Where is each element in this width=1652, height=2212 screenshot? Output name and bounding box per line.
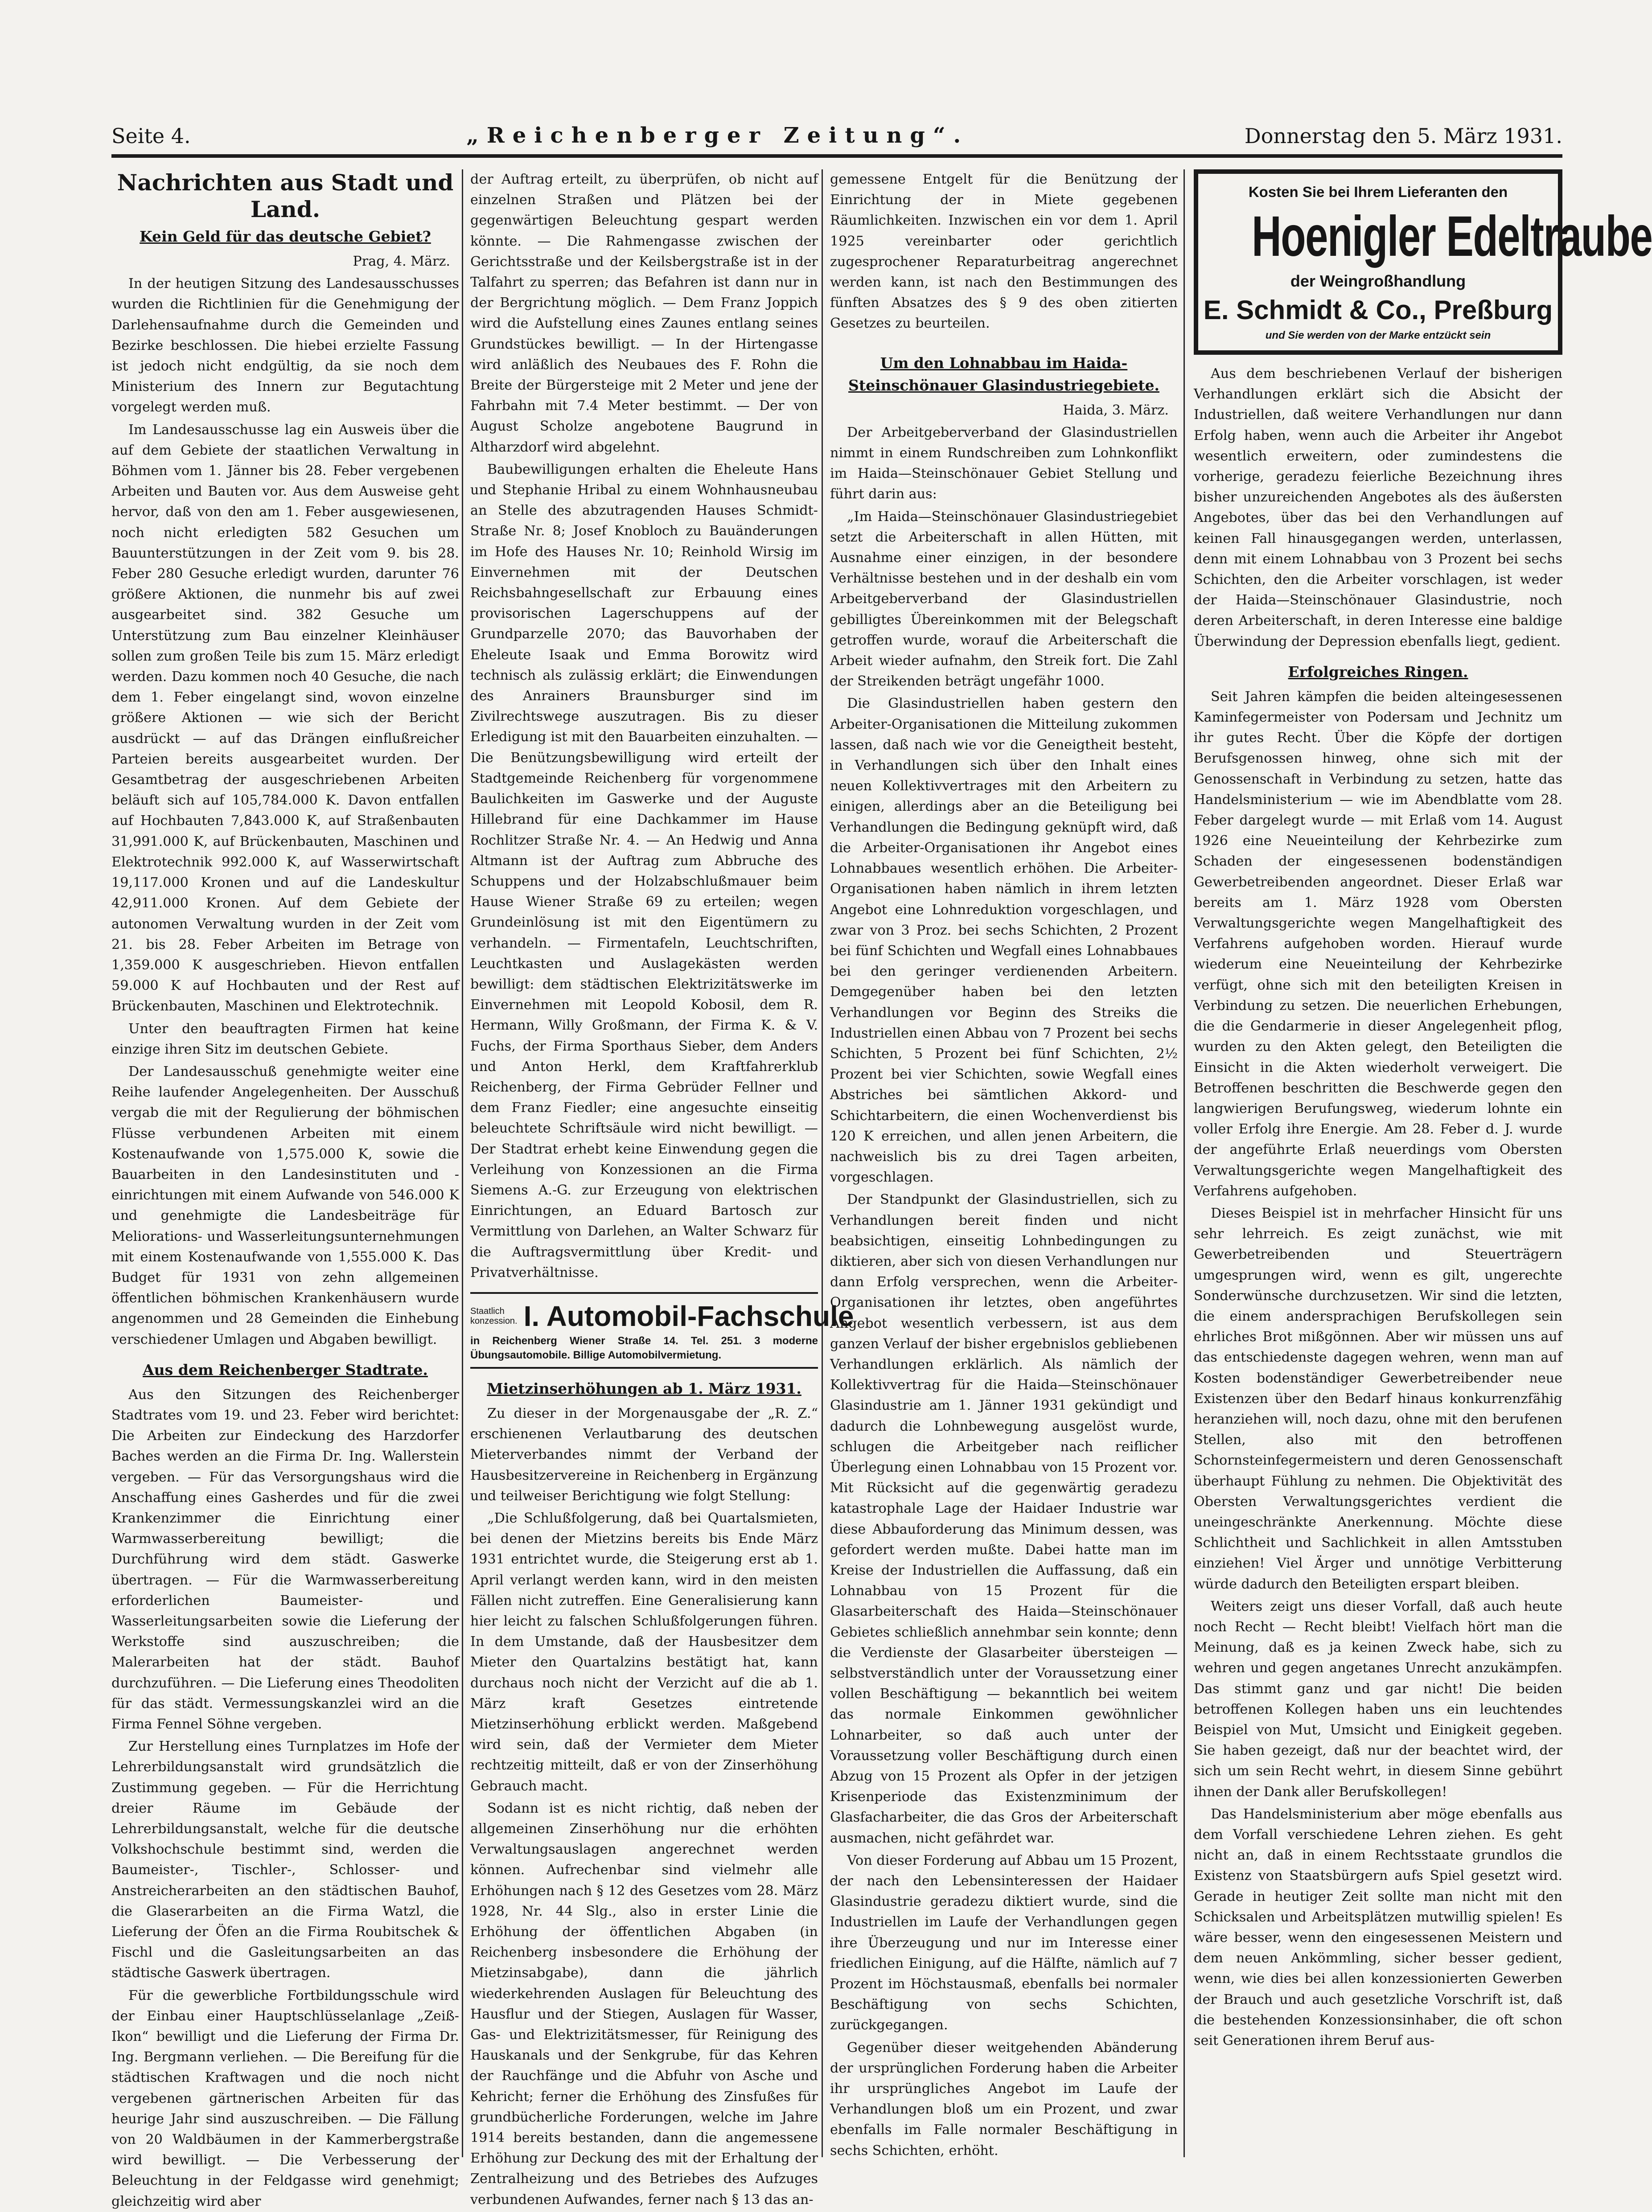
paragraph: Von dieser Forderung auf Abbau um 15 Prozent, der nach den Lebensinteressen der Haidaer Glasindustrie geradezu diktiert wurde, sind die Industriellen im Laufe der Verhandlungen gegen ihre Überzeugung und nur im Interesse einer friedlichen Einigung, auf die Hälfte, nämlich auf 7 Prozent im Höchstausmaß, ebenfalls bei normaler Beschäftigung von sechs Schichten, zurückgegangen. [830, 1852, 1178, 2033]
paragraph: Das Handelsministerium aber möge ebenfalls aus dem Vorfall verschiedene Lehren ziehen. Es geht nicht an, daß in einem Rechtsstaate grundlos die Existenz von Staatsbürgern aufs Spiel gesetzt wird. Gerade in heutiger Zeit sollte man nicht mit den Schicksalen und Arbeitsplätzen mutwillig spielen! Es wäre besser, wenn den eingesessenen Meistern und dem neuen Ankömmling, sicher besser gedient, wenn, wie dies bei allen konzessionierten Gewerben der Brauch und auch gesetzliche Vorschrift ist, daß die bestehenden Konzessionsinhaber, die oft schon seit Generationen ihrem Beruf aus- [1194, 1806, 1562, 2049]
column-divider [1184, 169, 1185, 2157]
column-1 [111, 169, 459, 2209]
paragraph: Weiters zeigt uns dieser Vorfall, daß auch heute noch Recht — Recht bleibt! Vielfach hört man die Meinung, daß es ja keinen Zweck habe, sich zu wehren und gegen angetanes Unrecht anzukämpfen. Das stimmt ganz und gar nicht! Die beiden betroffenen Kollegen haben uns ein leuchtendes Beispiel von Mut, Umsicht und Einigkeit gegeben. Sie haben gezeigt, daß nur der beachtet wird, der sich um sein Recht wehrt, in diesem Sinne gebührt ihnen der Dank aller Berufskollegen! [1194, 1598, 1562, 1800]
ad-company: E. Schmidt & Co., Preßburg [1203, 295, 1553, 325]
paragraph: Zu dieser in der Morgenausgabe der „R. Z.“ erschienenen Verlautbarung des deutschen Mieterverbandes nimmt der Verband der Hausbesitzervereine in Reichenberg in Ergänzung und teilweiser Berichtigung wie folgt Stellung: [470, 1405, 818, 1504]
paragraph: Der Landesausschuß genehmigte weiter eine Reihe laufender Angelegenheiten. Der Ausschuß vergab die mit der Regulierung der böhmischen Flüsse verbundenen Arbeiten mit einem Kostenaufwande von 1,575.000 K, sowie die Bauarbeiten in den Landesinstituten und -einrichtungen mit einem Aufwande von 546.000 K und genehmigte die Landesbeiträge für Meliorations- und Wasserleitungsunternehmungen mit einem Kostenaufwande von 1,555.000 K. Das Budget für 1931 von zehn allgemeinen öffentlichen böhmischen Krankenhäusern wurde angenommen und 28 Gemeinden die Einhebung verschiedener Umlagen und Abgaben bewilligt. [111, 1063, 459, 1347]
column-divider [822, 169, 823, 2157]
newspaper-title: „Reichenberger Zeitung“. [466, 123, 969, 148]
ad-line: Kosten Sie bei Ihrem Lieferanten den [1248, 184, 1508, 200]
paragraph: In der heutigen Sitzung des Landesausschusses wurden die Richtlinien für die Genehmigung der Darlehensaufnahme durch die Gemeinden und Bezirke beschlossen. Die hiebei erzielte Fassung ist jedoch nicht endgültig, da sie noch dem Ministerium des Innern zur Begutachtung vorgelegt werden muß. [111, 276, 459, 415]
paragraph: Seit Jahren kämpfen die beiden alteingesessenen Kaminfegermeister von Podersam und Jechnitz um ihr gutes Recht. Über die Köpfe der dortigen Berufsgenossen hinweg, ohne sich mit der Genossenschaft in Verbindung zu setzen, hatte das Handelsministerium — wie im Abendblatte vom 28. Feber dargelegt wurde — mit Erlaß vom 14. August 1926 eine Neueinteilung der Kehrbezirke zum Schaden der eingesessenen bodenständigen Gewerbetreibenden angeordnet. Dieser Erlaß war bereits am 1. März 1928 vom Obersten Verwaltungsgerichte wegen Mangelhaftigkeit des Verfahrens aufgehoben worden. Hierauf wurde wiederum eine Neueinteilung der Kehrbezirke verfügt, ohne sich mit den beteiligten Kreisen in Verbindung zu setzen. Die neuerlichen Erhebungen, die die Gendarmerie in dieser Angelegenheit pflog, wurden zu den Akten gelegt, den Beteiligten die Einsicht in die Akten wiederholt verweigert. Die Betroffenen beschritten die Beschwerde gegen den langwierigen Berufungsweg, wiederum lohnte ein voller Erfolg ihre Energie. Am 28. Feber d. J. wurde der angeführte Erlaß neuerdings vom Obersten Verwaltungsgerichte wegen Mangelhaftigkeit des Verfahrens aufgehoben. [1194, 689, 1562, 1199]
article-title: Um den Lohnabbau im Haida-Steinschönauer Glasindustriegebiete. [848, 354, 1159, 394]
driving-school-ad [470, 1292, 854, 1369]
paragraph: Der Arbeitgeberverband der Glasindustriellen nimmt in einem Rundschreiben zum Lohnkonflikt im Haida—Steinschönauer Gebiet Stellung und führt darin aus: [830, 424, 1178, 502]
paragraph: Aus dem beschriebenen Verlauf der bisherigen Verhandlungen erklärt sich die Absicht der Industriellen, daß weitere Verhandlungen nur dann Erfolg haben, wenn auch die Arbeiter ihr Angebot wesentlich erweitern, oder zumindestens die vorherige, geradezu feierliche Bezeichnung ihres bisher unzureichenden Angebotes als des äußersten Angebotes, über das bei den Verhandlungen auf keinen Fall hinausgegangen werden, unterlassen, denn mit einem Lohnabbau von 3 Prozent bei sechs Schichten, den die Arbeiter vorschlagen, ist weder der Haida—Steinschönauer Glasindustrie, noch deren Arbeiterschaft, in deren Interesse eine baldige Überwindung der Depression ebenfalls liegt, gedient. [1194, 366, 1562, 649]
paragraph: Dieses Beispiel ist in mehrfacher Hinsicht für uns sehr lehrreich. Es zeigt zunächst, wie mit Gewerbetreibenden und Steuerträgern umgesprungen wird, wenn es gilt, ungerechte Sonderwünsche durchzusetzen. Wir sind die letzten, die einem andersprachigen Berufskollegen sein ehrliches Brot mißgönnen. Aber wir müssen uns auf das entschiedenste dagegen wehren, wenn man auf Kosten bodenständiger Gewerbetreibender neue Existenzen über den Bedarf hinaus konkurrenzfähig heranziehen will, noch dazu, ohne mit den berufenen Stellen, also mit den betroffenen Schornsteinfegermeistern und deren Genossenschaft überhaupt Fühlung zu nehmen. Die Objektivität des Obersten Verwaltungsgerichtes verdient die uneingeschränkte Anerkennung. Möchte diese Schlichtheit und Sachlichkeit in allen Amtsstuben einziehen! Viel Ärger und unnötige Verbitterung würde dadurch den Beteiligten erspart bleiben. [1194, 1205, 1562, 1592]
paragraph: Baubewilligungen erhalten die Eheleute Hans und Stephanie Hribal zu einem Wohnhausneubau an Stelle des abzutragenden Hauses Schmidt-Straße Nr. 8; Josef Knobloch zu Bauänderungen im Hofe des Hauses Nr. 10; Reinhold Wirsig im Einvernehmen mit der Deutschen Reichsbahngesellschaft zur Erbauung eines provisorischen Lagerschuppens auf der Grundparzelle 2070; das Bauvorhaben der Eheleute Isaak und Emma Borowitz wird technisch als zulässig erklärt; die Einwendungen des Anrainers Braunsburger sind im Zivilrechtswege auszutragen. Bis zu dieser Erledigung ist mit den Bauarbeiten einzuhalten. — Die Benützungsbewilligung wird erteilt der Stadtgemeinde Reichenberg für vorgenommene Baulichkeiten im Gaswerke und der Auguste Hillebrand für eine Dachkammer im Hause Rochlitzer Straße Nr. 4. — An Hedwig und Anna Altmann ist der Auftrag zum Abbruche des Schuppens und der Holzabschlußmauer beim Hause Wiener Straße 69 zu erteilen; wegen Grundeinlösung ist mit den Eigentümern zu verhandeln. — Firmentafeln, Leuchtschriften, Leuchtkasten und Auslagekästen werden bewilligt: dem städtischen Elektrizitätswerke im Einvernehmen mit Leopold Kobosil, dem R. Hermann, Willy Großmann, der Firma K. & V. Fuchs, der Firma Sporthaus Sieber, dem Anders und Anton Herkl, dem Kraftfahrerklub Reichenberg, der Firma Gebrüder Fellner und dem Franz Fiedler; eine angesuchte einseitig beleuchtete Schriftsäule wird nicht bewilligt. — Der Stadtrat erhebt keine Einwendung gegen die Verleihung von Konzessionen an die Firma Siemens A.-G. zur Erzeugung von elektrischen Einrichtungen, an Eduard Bartosch zur Vermittlung von Darlehen, an Walter Schwarz für die Auftragsvermittlung über Kredit- und Privatverhältnisse. [470, 461, 818, 1280]
paragraph: „Die Schlußfolgerung, daß bei Quartalsmieten, bei denen der Mietzins bereits bis Ende März 1931 entrichtet wurde, die Steigerung erst ab 1. April verlangt werden kann, wird in den meisten Fällen nicht zutreffen. Eine Generalisierung kann hier leicht zu falschen Schlußfolgerungen führen. In dem Umstande, daß der Hausbesitzer dem Mieter den Quartalzins bestätigt hat, kann durchaus noch nicht der Verzicht auf die ab 1. März kraft Gesetzes eintretende Mietzinserhöhung erblickt werden. Maßgebend wird sein, daß der Vermieter dem Mieter rechtzeitig mitteilt, daß er von der Zinserhöhung Gebrauch macht. [470, 1510, 818, 1794]
issue-date: Donnerstag den 5. März 1931. [1244, 124, 1562, 148]
article-title: Mietzinserhöhungen ab 1. März 1931. [487, 1379, 801, 1397]
paragraph: Zur Herstellung eines Turnplatzes im Hofe der Lehrerbildungsanstalt wird grundsätzlich die Zustimmung gegeben. — Für die Herrichtung dreier Räume im Gebäude der Lehrerbildungsanstalt, welche für die deutsche Volkshochschule bestimmt sind, werden die Baumeister-, Tischler-, Schlosser- und Anstreicherarbeiten an den städtischen Bauhof, die Glaserarbeiten an die Firma Watzl, die Lieferung der Öfen an die Firma Roubitschek & Fischl und die Gasleitungsarbeiten an das städtische Gaswerk übertragen. [111, 1739, 459, 1981]
paragraph: Der Standpunkt der Glasindustriellen, sich zu Verhandlungen bereit finden und nicht beabsichtigen, einseitig Lohnbedingungen zu diktieren, aber sich von diesen Verhandlungen nur dann Erfolg versprechen, wenn die Arbeiter-Organisationen ihr letztes, oben angeführtes Angebot wesentlich verbessern, ist aus dem ganzen Verlauf der bisher ergebnislos gebliebenen Verhandlungen erklärlich. Als nämlich der Kollektivvertrag für die Haida—Steinschönauer Glasindustrie am 1. Jänner 1931 gekündigt und dadurch die Lohnbewegung ausgelöst wurde, schlugen die Arbeitgeber nach reiflicher Überlegung einen Lohnabbau von 15 Prozent vor. Mit Rücksicht auf die gegenwärtig geradezu katastrophale Lage der Haidaer Industrie war diese Abbauforderung das Minimum dessen, was gefordert werden mußte. Dabei hatte man im Kreise der Industriellen die Auffassung, daß ein Lohnabbau von 15 Prozent für die Glasarbeiterschaft des Haida—Steinschönauer Gebietes schließlich annehmbar sein konnte; denn die Verdienste der Glasarbeiter übersteigen — selbstverständlich unter der Voraussetzung einer vollen Beschäftigung — bekanntlich bei weitem das normale Einkommen gewöhnlicher Lohnarbeiter, so daß auch unter der Voraussetzung voller Beschäftigung durch einen Abzug von 15 Prozent als Opfer in der jetzigen Krisenperiode das Existenzminimum der Glasfacharbeiter, die das Gros der Arbeiterschaft ausmachen, nicht gefährdet war. [830, 1192, 1178, 1846]
ad-title: I. Automobil-Fachschule [523, 1300, 854, 1332]
column-3 [830, 169, 1178, 2157]
wine-ad [1194, 169, 1652, 355]
column-4 [1194, 169, 1652, 2157]
paragraph: Gegenüber dieser weitgehenden Abänderung der ursprünglichen Forderung haben die Arbeiter ihr ursprüngliches Angebot im Laufe der Verhandlungen bloß um ein Prozent, und zwar ebenfalls im Falle normaler Beschäftigung in sechs Schichten, erhöht. [830, 2040, 1178, 2159]
paragraph: Die Glasindustriellen haben gestern den Arbeiter-Organisationen die Mitteilung zukommen lassen, daß nach wie vor die Geneigtheit besteht, in Verhandlungen sich über den Inhalt eines neuen Kollektivvertrages mit den Arbeitern zu einigen, allerdings aber an die Beteiligung bei Verhandlungen die Bedingung geknüpft wird, daß die Arbeiter-Organisationen ihr Angebot eines Lohnabbaues wesentlich erhöhen. Die Arbeiter-Organisationen haben nämlich in ihrem letzten Angebot eine Lohnreduktion vorgeschlagen, und zwar von 3 Proz. bei sechs Schichten, 2 Prozent bei fünf Schichten und Wegfall eines Lohnabbaues bei den geringer verdienenden Arbeitern. Demgegenüber haben bei den letzten Verhandlungen vor Beginn des Streiks die Industriellen einen Abbau von 7 Prozent bei sechs Schichten, 5 Prozent bei fünf Schichten, 2½ Prozent bei vier Schichten, sowie Wegfall eines Abstriches bei sämtlichen Akkord- und Schichtarbeitern, die einen Wochenverdienst bis 120 K erreichen, und allen jenen Arbeitern, die nachweislich bis zu drei Tagen arbeiten, vorgeschlagen. [830, 696, 1178, 1186]
paragraph: Unter den beauftragten Firmen hat keine einzige ihren Sitz im deutschen Gebiete. [111, 1021, 459, 1057]
paragraph: Für die gewerbliche Fortbildungsschule wird der Einbau einer Hauptschlüsselanlage „Zeiß-Ikon“ bewilligt und die Lieferung der Firma Dr. Ing. Bergmann verliehen. — Die Bereifung für die städtischen Kraftwagen und die noch nicht vergebenen gärtnerischen Arbeiten für das heurige Jahr sind auszuschreiben. — Die Fällung von 20 Waldbäumen in der Kammerbergstraße wird bewilligt. — Die Verbesserung der Beleuchtung in der Feldgasse wird genehmigt; gleichzeitig wird aber [111, 1987, 459, 2209]
ad-line: der Weingroßhandlung [1290, 272, 1466, 290]
article-title: Aus dem Reichenberger Stadtrate. [143, 1361, 428, 1379]
page-number: Seite 4. [111, 124, 191, 148]
section-title: Nachrichten aus Stadt und Land. [117, 169, 454, 222]
masthead [111, 117, 1562, 148]
article-title: Erfolgreiches Ringen. [1288, 663, 1468, 681]
ad-address: in Reichenberg Wiener Straße 14. Tel. 251. 3 moderne Übungsautomobile. Billige Automobilvermietung. [470, 1334, 818, 1361]
column-2 [470, 169, 854, 2208]
column-divider [462, 169, 463, 2157]
paragraph: Im Landesausschusse lag ein Ausweis über die auf dem Gebiete der staatlichen Verwaltung in Böhmen vom 1. Jänner bis 28. Feber vergebenen Arbeiten und Bauten vor. Aus dem Ausweise geht hervor, daß von den am 1. Feber ausgewiesenen, noch nicht erledigten 582 Gesuchen um Bauunterstützungen in der Zeit vom 9. bis 28. Feber 280 Gesuche erledigt wurden, darunter 76 größere Aktionen, die nunmehr bis auf zwei ausgearbeitet sind. 382 Gesuche um Unterstützung zum Bau einzelner Kleinhäuser sollen zum großen Teile bis zum 15. März erledigt werden. Dazu kommen noch 40 Gesuche, die nach dem 1. Feber eingelangt sind, wovon einzelne größere Aktionen — wie sich der Bericht ausdrückt — auf das Drängen einflußreicher Parteien bereits ausgearbeitet wurden. Der Gesamtbetrag der ausgeschriebenen Arbeiten beläuft sich auf 105,784.000 K. Davon entfallen auf Hochbauten 7,843.000 K, auf Straßenbauten 31,991.000 K, auf Brückenbauten, Maschinen und Elektrotechnik 992.000 K, auf Wasserwirtschaft 19,117.000 Kronen und auf die Landeskultur 42,911.000 Kronen. Auf dem Gebiete der autonomen Verwaltung wurden in der Zeit vom 21. bis 28. Feber Arbeiten im Betrage von 1,359.000 K ausgeschrieben. Hievon entfallen 59.000 K auf Hochbauten und der Rest auf Brückenbauten, Maschinen und Elektrotechnik. [111, 422, 459, 1014]
paragraph: gemessene Entgelt für die Benützung der Einrichtung der in Miete gegebenen Räumlichkeiten. Inzwischen ein vor dem 1. April 1925 vereinbarter oder gerichtlich zugesprochener Reparaturbeitrag angerechnet werden kann, ist nach den Bestimmungen des fünften Absatzes des § 9 des oben zitierten Gesetzes zu beurteilen. [830, 172, 1178, 332]
paragraph: der Auftrag erteilt, zu überprüfen, ob nicht auf einzelnen Straßen und Plätzen bei der gegenwärtigen Beleuchtung gespart werden könnte. — Die Rahmengasse zwischen der Gerichtsstraße und der Keilsbergstraße ist in der Talfahrt zu sperren; das Befahren ist dann nur in der Bergrichtung möglich. — Dem Franz Joppich wird die Aufstellung eines Zaunes entlang seines Grundstückes bewilligt. — In der Hirtengasse wird anläßlich des Neubaues des F. Rohn die Breite der Bürgersteige mit 2 Meter und jene der Fahrbahn mit 7.4 Meter bestimmt. — Der von August Scholze angebotene Baugrund in Altharzdorf wird abgelehnt. [470, 172, 818, 455]
ad-brand: Hoenigler Edeltraube [1252, 205, 1652, 268]
ad-tag: Staatlich konzession. [470, 1306, 518, 1326]
paragraph: „Im Haida—Steinschönauer Glasindustriegebiet setzt die Arbeiterschaft in allen Hütten, mit Ausnahme einer einzigen, in der besondere Verhältnisse bestehen und in der deshalb ein vom Arbeitgeberverband der Glasindustriellen gebilligtes Übereinkommen mit der Belegschaft getroffen wurde, worauf die Arbeiterschaft die Arbeit wieder aufnahm, den Streik fort. Die Zahl der Streikenden beträgt ungefähr 1000. [830, 509, 1178, 689]
dateline: Haida, 3. März. [1063, 402, 1169, 418]
article-title: Kein Geld für das deutsche Gebiet? [140, 228, 431, 245]
paragraph: Sodann ist es nicht richtig, daß neben der allgemeinen Zinserhöhung nur die erhöhten Verwaltungsauslagen angerechnet werden können. Aufrechenbar sind vielmehr alle Erhöhungen nach § 12 des Gesetzes vom 28. März 1928, Nr. 44 Slg., also in erster Linie die Erhöhung der öffentlichen Abgaben (in Reichenberg insbesondere die Erhöhung der Mietzinsabgabe), dann die jährlich wiederkehrenden Auslagen für Beleuchtung des Hausflur und der Stiegen, Auslagen für Wasser, Gas- und Elektrizitätsmesser, für Reinigung des Hauskanals und der Senkgrube, für das Kehren der Rauchfänge und die Abfuhr von Asche und Kehricht; ferner die Erhöhung des Zinsfußes für grundbücherliche Forderungen, welche im Jahre 1914 bereits bestanden, dann die angemessene Erhöhung zur Deckung des mit der Erhaltung der Zentralheizung und des Betriebes des Aufzuges verbundenen Aufwandes, ferner nach § 13 das an- [470, 1800, 818, 2208]
dateline: Prag, 4. März. [353, 254, 450, 269]
ad-slogan: und Sie werden von der Marke entzückt sein [1265, 329, 1491, 341]
paragraph: Aus den Sitzungen des Reichenberger Stadtrates vom 19. und 23. Feber wird berichtet: Die Arbeiten zur Eindeckung des Harzdorfer Baches werden an die Firma Dr. Ing. Wallerstein vergeben. — Für das Versorgungshaus wird die Anschaffung eines Gasherdes und für die zwei Krankenzimmer die Einrichtung einer Warmwasserbereitung bewilligt; die Durchführung wird dem städt. Gaswerke übertragen. — Für die Warmwasserbereitung erforderlichen Baumeister- und Wasserleitungsarbeiten sowie die Lieferung der Werkstoffe sind auszuschreiben; die Malerarbeiten hat der städt. Bauhof durchzuführen. — Die Lieferung eines Theodoliten für das städt. Vermessungskanzlei wird an die Firma Fennel Söhne vergeben. [111, 1387, 459, 1732]
header-rule [111, 154, 1562, 158]
